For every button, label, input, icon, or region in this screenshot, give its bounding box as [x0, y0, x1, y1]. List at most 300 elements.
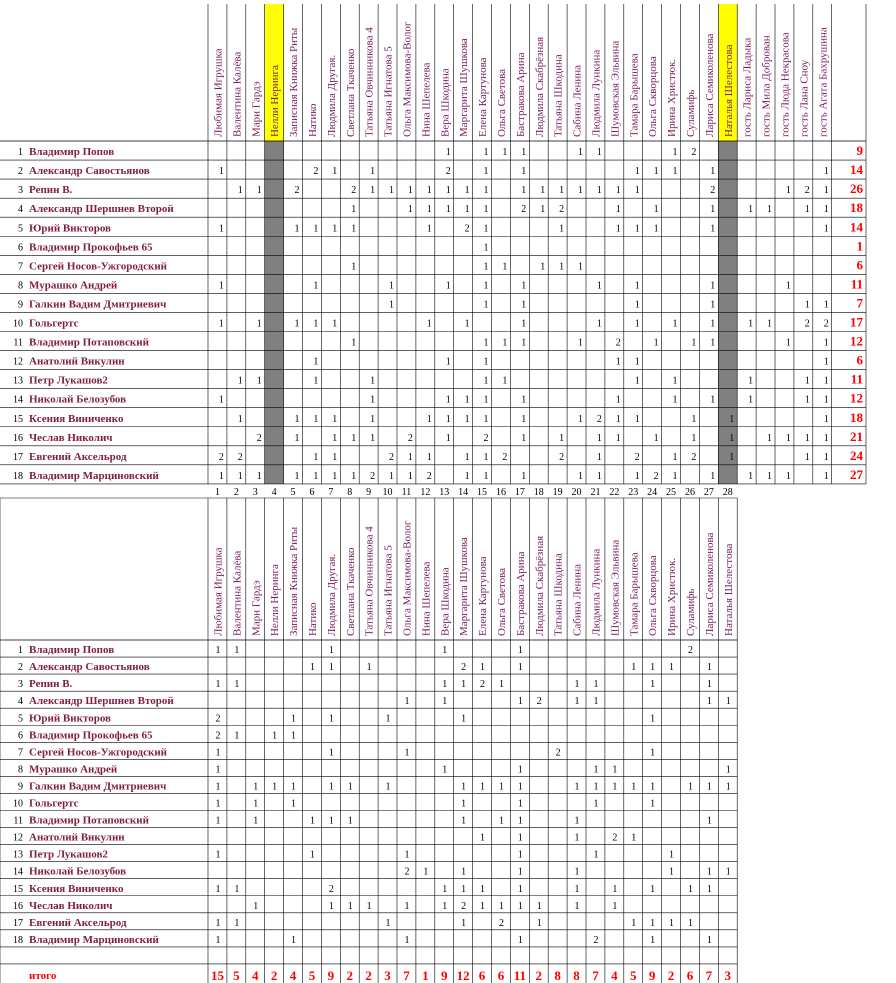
- top-cell-value: 2: [218, 451, 224, 463]
- bottom-column-number: 7: [328, 487, 334, 498]
- top-row-number: 17: [13, 451, 23, 463]
- top-row-total: 26: [850, 181, 863, 197]
- bottom-column-header: Елена Картунова: [477, 556, 490, 636]
- bottom-row-number: 16: [13, 900, 23, 912]
- top-cell-value: 1: [823, 451, 829, 463]
- top-row-number: 9: [18, 299, 23, 311]
- top-row-total: 18: [850, 200, 863, 216]
- top-cell-value: 1: [672, 147, 678, 159]
- bottom-total-value: 3: [384, 967, 391, 983]
- top-cell-value: 1: [351, 470, 357, 482]
- bottom-cell-value: 2: [404, 866, 410, 878]
- bottom-cell-value: 1: [706, 866, 712, 878]
- bottom-total-value: 7: [592, 967, 599, 983]
- bottom-row-number: 8: [18, 764, 23, 776]
- top-cell-value: 1: [615, 413, 621, 425]
- bottom-total-value: 8: [573, 967, 580, 983]
- bottom-column-number: 23: [628, 487, 639, 498]
- top-cell-value: 2: [389, 451, 394, 463]
- top-cell-value: 1: [785, 470, 791, 482]
- bottom-column-number: 11: [401, 487, 412, 498]
- bottom-cell-value: 1: [461, 713, 467, 725]
- top-row-name: Юрий Викторов: [29, 222, 111, 235]
- bottom-total-value: 2: [535, 967, 542, 983]
- bottom-cell-value: 1: [291, 934, 297, 946]
- top-row-name: Мурашко Андрей: [29, 279, 118, 292]
- bottom-column-number: 28: [722, 487, 733, 498]
- top-cell-value: 1: [370, 166, 376, 178]
- top-cell-value: 1: [483, 337, 489, 349]
- top-column-header: Натико: [306, 103, 319, 137]
- top-cell-value: 1: [615, 394, 621, 406]
- top-cell-value: 2: [370, 470, 376, 482]
- bottom-cell-value: 1: [385, 917, 391, 929]
- top-row-name: Владимир Марциновский: [29, 469, 159, 482]
- top-cell-value: 1: [237, 413, 243, 425]
- top-cell-value: 1: [483, 375, 489, 387]
- bottom-cell-value: 1: [725, 696, 731, 708]
- top-row-number: 16: [13, 432, 23, 444]
- top-cell-value: 1: [672, 451, 678, 463]
- top-cell-value: 1: [445, 185, 451, 197]
- bottom-row-name: Евгений Аксельрод: [29, 916, 127, 929]
- bottom-column-header: Вера Шкодина: [439, 567, 452, 636]
- top-cell-value: 1: [313, 223, 319, 235]
- bottom-total-value: 7: [403, 967, 410, 983]
- bottom-column-header: Ольга Светова: [495, 567, 508, 636]
- top-cell-value: 1: [823, 166, 829, 178]
- top-cell-value: 1: [596, 318, 602, 330]
- top-cell-value: 1: [823, 375, 829, 387]
- top-cell-value: 1: [218, 318, 224, 330]
- bottom-column-number: 20: [571, 487, 582, 498]
- bottom-cell-value: 1: [291, 781, 297, 793]
- bottom-total-value: 3: [724, 967, 731, 983]
- top-row-number: 10: [13, 318, 23, 330]
- bottom-cell-value: 1: [328, 662, 334, 674]
- bottom-cell-value: 1: [461, 798, 467, 810]
- bottom-column-number: 12: [420, 487, 431, 498]
- bottom-cell-value: 2: [215, 730, 221, 742]
- bottom-row-name: Владимир Марциновский: [29, 933, 159, 946]
- top-cell-value: 1: [483, 223, 489, 235]
- top-row-total: 11: [850, 371, 863, 387]
- bottom-cell-value: 1: [517, 849, 523, 861]
- bottom-row-name: Петр Лукашов2: [29, 848, 108, 861]
- bottom-cell-value: 1: [612, 900, 618, 912]
- top-cell-value: 1: [313, 375, 319, 387]
- top-cell-value: 2: [256, 432, 262, 444]
- top-cell-value: 1: [578, 185, 583, 197]
- top-cell-value: 2: [483, 432, 489, 444]
- top-row-total: 14: [850, 162, 863, 178]
- bottom-total-value: 5: [308, 967, 316, 983]
- top-cell-value: 1: [464, 185, 470, 197]
- bottom-cell-value: 1: [404, 900, 410, 912]
- top-column-header: Записная Книжка Риты: [288, 27, 301, 137]
- top-cell-value: 1: [483, 451, 489, 463]
- top-cell-value: 1: [294, 432, 300, 444]
- bottom-row-number: 10: [13, 798, 23, 810]
- bottom-total-value: 1: [422, 967, 429, 983]
- bottom-column-header: Татьяна Игнатова 5: [382, 545, 395, 636]
- top-cell-value: 1: [691, 432, 697, 444]
- bottom-total-value: 6: [686, 967, 694, 983]
- top-column-header: Нина Шепелева: [420, 62, 433, 137]
- bottom-total-value: 6: [497, 967, 505, 983]
- bottom-column-number: 2: [233, 487, 239, 498]
- top-cell-value: 1: [237, 185, 243, 197]
- top-cell-value: 1: [653, 204, 659, 216]
- top-cell-value: 1: [634, 223, 640, 235]
- top-row-total: 1: [856, 238, 863, 254]
- bottom-cell-value: 2: [461, 662, 467, 674]
- top-column-header: гость Агата Бахрушина: [817, 27, 830, 137]
- bottom-cell-value: 1: [517, 883, 523, 895]
- top-cell-value: 1: [464, 470, 470, 482]
- bottom-cell-value: 1: [593, 696, 599, 708]
- top-column-header: гость Люда Некрасова: [779, 32, 792, 137]
- bottom-cell-value: 1: [461, 883, 467, 895]
- bottom-cell-value: 1: [442, 679, 448, 691]
- bottom-cell-value: 2: [328, 883, 334, 895]
- bottom-cell-value: 2: [612, 832, 618, 844]
- bottom-column-header: Маргарита Шушкова: [458, 537, 471, 636]
- bottom-cell-value: 1: [517, 696, 523, 708]
- bottom-row-number: 7: [18, 747, 23, 759]
- top-cell-value: 1: [615, 223, 621, 235]
- bottom-cell-value: 1: [461, 917, 467, 929]
- top-cell-value: 2: [691, 147, 697, 159]
- top-cell-value: 1: [748, 470, 754, 482]
- bottom-total-value: 11: [513, 967, 526, 983]
- bottom-column-header: Нина Шепелева: [420, 561, 433, 636]
- bottom-total-value: 8: [554, 967, 561, 983]
- top-row-total: 12: [850, 390, 863, 406]
- top-cell-value: 1: [313, 318, 319, 330]
- bottom-cell-value: 1: [612, 781, 618, 793]
- top-cell-value: 1: [464, 413, 470, 425]
- bottom-column-number: 4: [271, 487, 277, 498]
- bottom-cell-value: 1: [442, 696, 448, 708]
- top-cell-value: 2: [237, 451, 243, 463]
- top-column-header: Валентина Калёва: [231, 51, 244, 137]
- bottom-row-number: 5: [18, 713, 23, 725]
- top-cell-value: 2: [596, 413, 602, 425]
- bottom-column-header: Ольга Скворцова: [647, 555, 660, 636]
- top-cell-value: 1: [767, 318, 772, 330]
- top-cell-value: 2: [804, 185, 810, 197]
- top-cell-value: 2: [804, 318, 810, 330]
- bottom-cell-value: 1: [574, 900, 580, 912]
- bottom-row-name: Гольгертс: [29, 797, 79, 810]
- bottom-cell-value: 1: [309, 849, 315, 861]
- bottom-cell-value: 1: [480, 781, 486, 793]
- bottom-cell-value: 1: [442, 764, 448, 776]
- bottom-cell-value: 1: [725, 781, 731, 793]
- top-row-name: Сергей Носов-Ужгородский: [29, 260, 168, 273]
- bottom-cell-value: 1: [574, 696, 580, 708]
- top-cell-value: 2: [502, 451, 508, 463]
- bottom-cell-value: 1: [517, 645, 523, 657]
- top-cell-value: 1: [483, 299, 489, 311]
- bottom-cell-value: 1: [574, 815, 580, 827]
- bottom-cell-value: 1: [215, 781, 221, 793]
- bottom-cell-value: 1: [574, 679, 580, 691]
- top-cell-value: 1: [596, 147, 602, 159]
- top-cell-value: 1: [559, 223, 565, 235]
- bottom-row-number: 12: [13, 832, 23, 844]
- top-cell-value: 1: [748, 375, 754, 387]
- top-column-header: Елена Картунова: [477, 57, 490, 137]
- top-row-name: Александр Шершнев Второй: [29, 203, 174, 216]
- bottom-cell-value: 1: [480, 832, 486, 844]
- bottom-cell-value: 1: [706, 679, 712, 691]
- bottom-row-name: Владимир Потаповский: [29, 814, 149, 827]
- top-cell-value: 1: [748, 318, 754, 330]
- bottom-column-number: 25: [666, 487, 677, 498]
- top-cell-value: 2: [710, 185, 716, 197]
- top-cell-value: 1: [426, 451, 432, 463]
- top-cell-value: 1: [407, 185, 413, 197]
- bottom-column-header: Людмила Скабрёзная: [533, 535, 546, 636]
- top-cell-value: 1: [710, 394, 716, 406]
- bottom-column-number: 19: [552, 487, 563, 498]
- top-cell-value: 1: [596, 185, 602, 197]
- bottom-row-name: Репин В.: [29, 678, 73, 691]
- bottom-cell-value: 1: [669, 849, 675, 861]
- bottom-cell-value: 2: [593, 934, 599, 946]
- top-column-header: Бастракова Арина: [514, 52, 527, 137]
- bottom-total-value: 2: [667, 967, 675, 983]
- top-cell-value: 1: [691, 413, 697, 425]
- bottom-cell-value: 1: [574, 832, 580, 844]
- top-column-header: Людмила Лункина: [590, 49, 603, 137]
- top-cell-value: 1: [521, 432, 527, 444]
- bottom-column-header: Людмила Другая.: [325, 553, 338, 636]
- bottom-total-value: 2: [365, 967, 372, 983]
- top-cell-value: 1: [767, 470, 772, 482]
- bottom-cell-value: 1: [215, 815, 221, 827]
- top-cell-value: 1: [445, 413, 451, 425]
- top-column-header: Маргарита Шушкова: [458, 38, 471, 137]
- bottom-cell-value: 1: [593, 781, 599, 793]
- top-cell-value: 1: [804, 432, 810, 444]
- top-column-header: Ирина Христюк.: [666, 58, 679, 137]
- top-cell-value: 1: [370, 432, 376, 444]
- bottom-cell-value: 1: [650, 883, 656, 895]
- top-cell-value: 1: [445, 147, 451, 159]
- top-cell-value: 1: [218, 223, 224, 235]
- bottom-cell-value: 2: [555, 747, 561, 759]
- top-cell-value: 1: [218, 280, 224, 292]
- top-cell-value: 2: [445, 166, 451, 178]
- bottom-cell-value: 1: [385, 713, 391, 725]
- top-cell-value: 1: [389, 280, 394, 292]
- top-cell-value: 2: [464, 223, 470, 235]
- bottom-total-value: 4: [289, 967, 297, 983]
- bottom-cell-value: 1: [574, 883, 580, 895]
- bottom-cell-value: 1: [517, 832, 523, 844]
- bottom-column-header: Любимая Игрушка: [212, 547, 225, 636]
- top-cell-value: 1: [729, 451, 735, 463]
- top-cell-value: 2: [691, 451, 697, 463]
- bottom-column-header: Ольга Максимова-Волог: [401, 520, 414, 636]
- bottom-column-header: Татьяна Овчинникова 4: [363, 526, 376, 636]
- top-cell-value: 1: [294, 318, 300, 330]
- bottom-cell-value: 1: [461, 866, 467, 878]
- bottom-column-number: 14: [458, 487, 469, 498]
- top-cell-value: 1: [426, 223, 432, 235]
- top-cell-value: 1: [559, 185, 565, 197]
- top-cell-value: 1: [332, 223, 338, 235]
- bottom-cell-value: 1: [328, 713, 334, 725]
- top-column-header: Нелли Неринга: [269, 65, 282, 137]
- bottom-column-number: 10: [382, 487, 393, 498]
- bottom-column-header: Тамара Барышева: [628, 552, 641, 636]
- top-cell-value: 1: [823, 356, 829, 368]
- bottom-total-value: 9: [441, 967, 448, 983]
- top-cell-value: 1: [502, 337, 508, 349]
- top-cell-value: 1: [502, 261, 508, 273]
- top-cell-value: 1: [351, 432, 357, 444]
- bottom-column-number: 9: [366, 487, 372, 498]
- bottom-cell-value: 1: [536, 917, 542, 929]
- top-cell-value: 1: [804, 451, 810, 463]
- top-cell-value: 1: [710, 204, 716, 216]
- top-row-number: 3: [18, 185, 23, 197]
- bottom-row-number: 17: [13, 917, 23, 929]
- top-column-header: гость Мила Доброван: [760, 35, 773, 137]
- top-cell-value: 1: [483, 394, 489, 406]
- top-cell-value: 1: [502, 147, 508, 159]
- top-cell-value: 1: [823, 185, 829, 197]
- bottom-cell-value: 1: [366, 900, 372, 912]
- bottom-cell-value: 1: [650, 662, 656, 674]
- bottom-cell-value: 1: [234, 883, 240, 895]
- top-cell-value: 1: [578, 261, 583, 273]
- bottom-cell-value: 2: [498, 917, 504, 929]
- bottom-column-header: Мари Гардэ: [250, 580, 263, 636]
- top-cell-value: 1: [445, 394, 451, 406]
- top-cell-value: 2: [407, 432, 413, 444]
- top-cell-value: 1: [332, 432, 338, 444]
- bottom-cell-value: 1: [404, 934, 410, 946]
- bottom-cell-value: 1: [291, 730, 297, 742]
- top-cell-value: 1: [823, 223, 829, 235]
- bottom-cell-value: 1: [272, 781, 278, 793]
- bottom-cell-value: 1: [593, 764, 599, 776]
- bottom-row-number: 9: [18, 781, 23, 793]
- top-cell-value: 1: [748, 204, 754, 216]
- top-cell-value: 1: [502, 375, 508, 387]
- bottom-cell-value: 1: [291, 713, 297, 725]
- top-cell-value: 1: [672, 470, 678, 482]
- top-cell-value: 1: [521, 413, 527, 425]
- bottom-cell-value: 1: [706, 696, 712, 708]
- bottom-cell-value: 1: [253, 781, 259, 793]
- top-cell-value: 1: [483, 185, 489, 197]
- top-row-name: Галкин Вадим Дмитриевич: [29, 298, 167, 311]
- top-cell-value: 1: [710, 166, 716, 178]
- bottom-cell-value: 1: [480, 900, 486, 912]
- top-row-number: 2: [18, 166, 23, 178]
- top-cell-value: 1: [710, 280, 716, 292]
- bottom-total-value: 6: [478, 967, 486, 983]
- top-cell-value: 1: [370, 413, 376, 425]
- bottom-cell-value: 1: [234, 730, 240, 742]
- top-cell-value: 1: [370, 394, 376, 406]
- top-cell-value: 1: [483, 280, 489, 292]
- bottom-cell-value: 1: [706, 815, 712, 827]
- top-cell-value: 2: [426, 470, 432, 482]
- bottom-cell-value: 1: [498, 781, 504, 793]
- bottom-total-value: 7: [705, 967, 713, 983]
- bottom-cell-value: 1: [669, 917, 675, 929]
- bottom-column-number: 1: [214, 487, 220, 498]
- bottom-cell-value: 1: [517, 764, 523, 776]
- bottom-cell-value: 2: [215, 713, 221, 725]
- top-cell-value: 1: [521, 166, 527, 178]
- top-cell-value: 1: [615, 185, 621, 197]
- top-cell-value: 1: [785, 337, 791, 349]
- top-cell-value: 1: [634, 470, 640, 482]
- bottom-total-value: 2: [346, 967, 353, 983]
- bottom-cell-value: 1: [669, 662, 675, 674]
- bottom-cell-value: 1: [215, 679, 221, 691]
- bottom-cell-value: 1: [631, 832, 637, 844]
- top-cell-value: 1: [748, 394, 754, 406]
- top-cell-value: 1: [426, 185, 432, 197]
- top-cell-value: 1: [634, 299, 640, 311]
- top-row-total: 11: [850, 276, 863, 292]
- top-row-name: Чеслав Николич: [29, 431, 113, 444]
- top-row-number: 13: [13, 375, 23, 387]
- top-row-name: Владимир Потаповский: [29, 336, 149, 349]
- top-cell-value: 1: [521, 318, 527, 330]
- bottom-cell-value: 1: [234, 679, 240, 691]
- top-cell-value: 1: [672, 394, 678, 406]
- bottom-cell-value: 1: [498, 900, 504, 912]
- top-row-total: 9: [856, 143, 863, 159]
- top-cell-value: 1: [370, 375, 376, 387]
- top-cell-value: 1: [483, 261, 489, 273]
- top-cell-value: 1: [483, 204, 489, 216]
- bottom-total-value: 4: [611, 967, 618, 983]
- top-cell-value: 1: [767, 204, 772, 216]
- top-cell-value: 1: [237, 470, 243, 482]
- bottom-column-number: 3: [252, 487, 258, 498]
- top-cell-value: 1: [332, 470, 338, 482]
- bottom-row-number: 18: [13, 934, 23, 946]
- top-cell-value: 1: [578, 413, 583, 425]
- top-cell-value: 1: [464, 394, 470, 406]
- top-cell-value: 1: [294, 470, 300, 482]
- top-row-name: Репин В.: [29, 184, 73, 197]
- top-cell-value: 1: [256, 185, 262, 197]
- bottom-cell-value: 1: [215, 917, 221, 929]
- top-cell-value: 1: [540, 204, 546, 216]
- bottom-cell-value: 1: [461, 815, 467, 827]
- top-row-number: 7: [18, 261, 23, 273]
- top-cell-value: 1: [804, 299, 810, 311]
- bottom-row-name: Владимир Прокофьев 65: [29, 729, 153, 742]
- top-row-number: 11: [13, 337, 23, 349]
- top-cell-value: 1: [332, 451, 338, 463]
- bottom-column-number: 26: [684, 487, 695, 498]
- bottom-column-number: 24: [647, 487, 658, 498]
- bottom-column-header: Светлана Ткаченко: [344, 547, 357, 636]
